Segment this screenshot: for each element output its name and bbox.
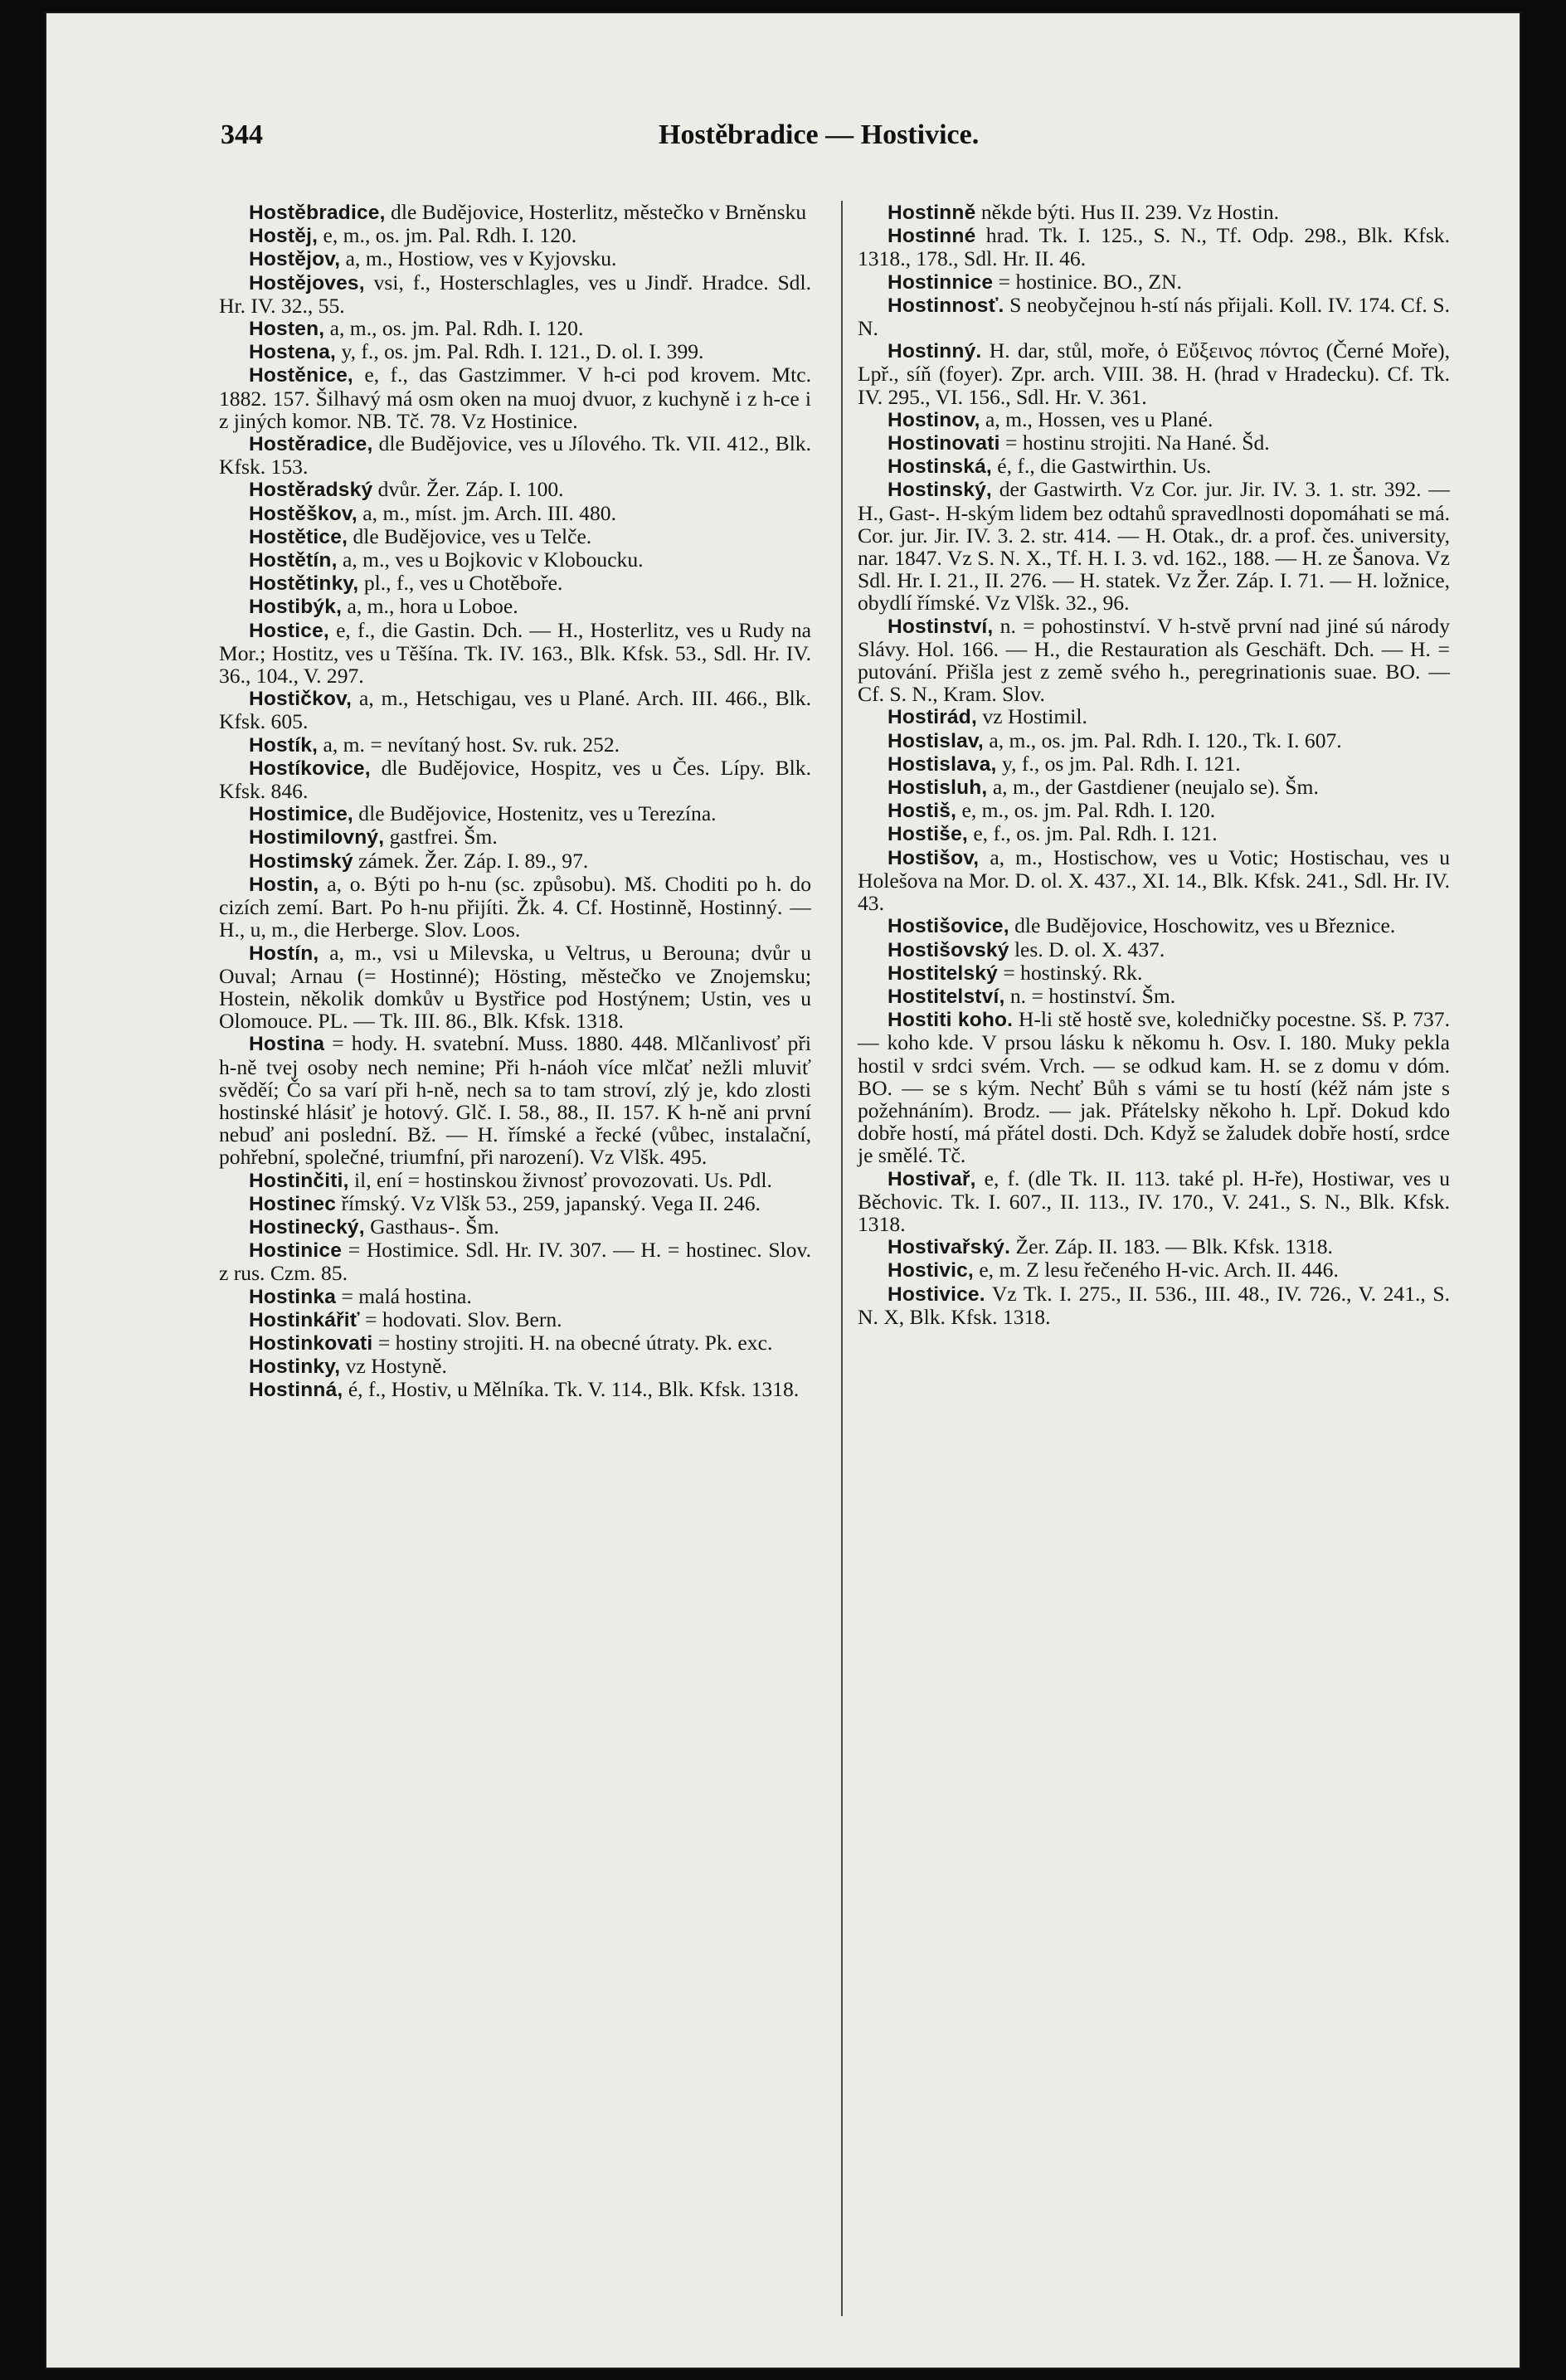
left-column — [219, 201, 811, 1402]
entry-headword: Hostičkov, — [249, 688, 353, 711]
dictionary-entry — [858, 752, 1450, 776]
dictionary-entry — [219, 572, 811, 595]
dictionary-page — [45, 12, 1521, 2369]
dictionary-entry — [858, 1258, 1450, 1282]
entry-definition: a, m., os. jm. Pal. Rdh. I. 120. — [324, 316, 584, 341]
entry-headword: Hostivařský. — [888, 1236, 1011, 1259]
dictionary-entry — [858, 822, 1450, 845]
entry-definition: zámek. Žer. Záp. I. 89., 97. — [353, 848, 589, 873]
entry-definition: dle Budějovice, Hosterlitz, městečko v Brněnsku — [385, 200, 807, 224]
dictionary-entry — [858, 408, 1450, 431]
entry-headword: Hostětice, — [249, 525, 348, 548]
entry-headword: Hostinčiti, — [249, 1169, 349, 1192]
entry-definition: a, m., Hostischow, ves u Votic; Hostischau, ves u Holešova na Mor. D. ol. X. 437., XI. 14., Blk. Kfsk. 241., Sdl. Hr. IV. 43. — [858, 844, 1450, 916]
entry-headword: Hostějov, — [249, 248, 341, 271]
dictionary-entry — [858, 1235, 1450, 1258]
entry-headword: Hostinecký, — [249, 1215, 365, 1239]
dictionary-entry — [858, 455, 1450, 478]
entry-headword: Hostětín, — [249, 549, 338, 572]
entry-definition: Gasthaus-. Šm. — [364, 1214, 499, 1239]
entry-headword: Hostinné — [888, 225, 976, 248]
dictionary-entry — [858, 938, 1450, 961]
entry-headword: Hostislava, — [888, 752, 997, 776]
entry-definition: = Hostimice. Sdl. Hr. IV. 307. — H. = hostinec. Slov. z rus. Czm. 85. — [219, 1238, 811, 1286]
entry-definition: a, m., Hetschigau, ves u Plané. Arch. III. 466., Blk. Kfsk. 605. — [219, 686, 811, 734]
entry-definition: e, m., os. jm. Pal. Rdh. I. 120. — [318, 223, 577, 248]
dictionary-entry — [219, 201, 811, 224]
dictionary-entry — [219, 502, 811, 525]
entry-definition: é, f., die Gastwirthin. Us. — [991, 454, 1212, 479]
dictionary-entry — [858, 294, 1450, 339]
entry-definition: a, m., der Gastdiener (neujalo se). Šm. — [987, 775, 1319, 800]
dictionary-entry — [219, 340, 811, 363]
entry-headword: Hostinně — [888, 202, 976, 224]
column-divider — [841, 201, 843, 2316]
entry-definition: = malá hostina. — [336, 1283, 472, 1308]
dictionary-entry — [219, 1355, 811, 1378]
entry-definition: a, m., míst. jm. Arch. III. 480. — [357, 500, 616, 525]
dictionary-entry — [219, 619, 811, 688]
entry-headword: Hostitelský — [888, 961, 998, 985]
entry-headword: Hostěškov, — [249, 502, 357, 525]
entry-definition: dle Budějovice, ves u Jílového. Tk. VII. 412., Blk. Kfsk. 153. — [219, 431, 811, 479]
dictionary-entry — [219, 1239, 811, 1284]
entry-definition: n. = pohostinství. V h-stvě první nad jiné sú národy Slávy. Hol. 166. — H., die Restauration als Geschäft. Dch. — H. = putování. Přišla jest z země svého h., peregrinationis suae. BO. — Cf. S. N., Kram. Slov. — [858, 613, 1450, 707]
dictionary-entry — [858, 1282, 1450, 1328]
entry-definition: = hody. H. svatební. Muss. 1880. 448. Mlčanlivosť při h-ně tvej osoby nech nemine; Při h-náoh více mlčať nežli mluviť svěděí; Čo sa varí při h-ně, nech sa to tam stroví, zlý je, kdo zlosti hostinské hlásiť je hotový. Glč. I. 58., 88., II. 157. K h-ně ani první nebuď ani poslední. Bž. — H. římské a řecké (vůbec, instalační, pohřební, společné, triumfní, při narození). Vz Vlšk. 495. — [219, 1031, 811, 1170]
dictionary-entry — [219, 757, 811, 802]
dictionary-entry — [219, 317, 811, 340]
entry-definition: římský. Vz Vlšk 53., 259, japanský. Vega II. 246. — [336, 1190, 761, 1215]
dictionary-entry — [219, 478, 811, 501]
dictionary-entry — [858, 1167, 1450, 1236]
entry-definition: Žer. Záp. II. 183. — Blk. Kfsk. 1318. — [1010, 1234, 1333, 1259]
entry-definition: gastfrei. Šm. — [384, 825, 498, 849]
entry-definition: y, f., os. jm. Pal. Rdh. I. 121., D. ol. I. 399. — [336, 339, 704, 364]
dictionary-entry — [219, 849, 811, 873]
entry-definition: n. = hostinství. Šm. — [1004, 983, 1176, 1008]
entry-definition: = hodovati. Slov. Bern. — [359, 1307, 562, 1331]
page-number: 344 — [221, 119, 263, 150]
dictionary-entry — [219, 1032, 811, 1168]
dictionary-entry — [858, 985, 1450, 1008]
entry-definition: H-li stě hostě sve, koledničky pocestne. Sš. P. 737. — koho kde. V prsou lásku k někomu h. Osv. I. 180. Muky pekla hostil v srdci svém. Vrch. — se odkud kam. H. se z domu v dóm. BO. — se s kým. Nechť Bůh s vámi se tu hostí (kéž nám jste s požehnáním). Brodz. — jak. Přátelsky někoho h. Lpř. Dokud kdo dobře hostí, má přátel dosti. Dch. Když se žaludek dobře hostí, srdce je smělé. Tč. — [858, 1007, 1451, 1168]
entry-headword: Hostinice — [249, 1239, 343, 1263]
dictionary-entry — [219, 1285, 811, 1308]
entry-definition: e, f., os. jm. Pal. Rdh. I. 121. — [967, 821, 1218, 846]
entry-definition: S neobyčejnou h-stí nás přijali. Koll. IV. 174. Cf. S. N. — [858, 292, 1450, 341]
dictionary-entry — [219, 432, 811, 478]
dictionary-entry — [219, 224, 811, 247]
entry-definition: někde býti. Hus II. 239. Vz Hostin. — [975, 200, 1280, 224]
entry-definition: Vz Tk. I. 275., II. 536., III. 48., IV. 726., V. 241., S. N. X, Blk. Kfsk. 1318. — [858, 1281, 1450, 1329]
entry-definition: e, m. Z lesu řečeného H-vic. Arch. II. 446. — [973, 1258, 1339, 1282]
dictionary-entry — [858, 339, 1450, 408]
entry-headword: Hostiše, — [888, 823, 968, 846]
entry-headword: Hostěradice, — [249, 433, 373, 456]
dictionary-entry — [219, 525, 811, 548]
entry-definition: vsi, f., Hosterschlagles, ves u Jindř. Hradce. Sdl. Hr. IV. 32., 55. — [219, 270, 811, 318]
dictionary-entry — [219, 271, 811, 317]
dictionary-entry — [858, 431, 1450, 455]
entry-headword: Hostisluh, — [888, 776, 988, 800]
entry-headword: Hostice, — [249, 619, 329, 642]
entry-headword: Hostinný. — [888, 340, 982, 363]
entry-definition: = hostinu strojiti. Na Hané. Šd. — [999, 431, 1270, 455]
dictionary-entry — [219, 1169, 811, 1192]
entry-definition: e, f., das Gastzimmer. V h-ci pod krovem. Mtc. 1882. 157. Šilhavý má osm oken na muoj dvuor, z kuchyně i z h-ce i z jiných komor. NB. Tč. 78. Vz Hostinice. — [219, 363, 811, 433]
entry-headword: Hostivař, — [888, 1167, 976, 1190]
entry-definition: = hostiny strojiti. H. na obecné útraty. Pk. exc. — [372, 1330, 773, 1355]
entry-definition: e, f., die Gastin. Dch. — H., Hosterlitz, ves u Rudy na Mor.; Hostitz, ves u Těšína. Tk. IV. 163., Blk. Kfsk. 53., Sdl. Hr. IV. 36., 104., V. 297. — [219, 617, 811, 689]
dictionary-entry — [858, 799, 1450, 822]
entry-definition: dle Budějovice, Hostenitz, ves u Terezína. — [353, 801, 717, 826]
dictionary-entry — [219, 1378, 811, 1401]
dictionary-entry — [219, 363, 811, 432]
page-header — [221, 110, 1438, 159]
entry-headword: Hostin, — [249, 873, 319, 896]
entry-headword: Hostinnosť. — [888, 294, 1004, 317]
entry-headword: Hostimilovný, — [249, 826, 385, 849]
entry-definition: il, ení = hostinskou živnosť provozovati. Us. Pdl. — [348, 1167, 772, 1192]
dictionary-entry — [219, 1308, 811, 1331]
entry-headword: Hostena, — [249, 341, 337, 364]
entry-headword: Hostěradský — [249, 479, 373, 502]
dictionary-entry — [219, 1215, 811, 1239]
entry-definition: a, m., Hossen, ves u Plané. — [980, 406, 1213, 431]
dictionary-entry — [858, 846, 1450, 915]
dictionary-entry — [858, 270, 1450, 294]
entry-definition: y, f., os jm. Pal. Rdh. I. 121. — [996, 751, 1241, 776]
entry-headword: Hostislav, — [888, 729, 984, 752]
entry-headword: Hostík, — [249, 733, 319, 757]
entry-headword: Hostinkářiť — [249, 1308, 360, 1331]
dictionary-entry — [219, 873, 811, 942]
entry-definition: les. D. ol. X. 437. — [1009, 937, 1165, 961]
entry-headword: Hostinov, — [888, 408, 980, 431]
entry-definition: a, m., ves u Bojkovic v Kloboucku. — [337, 548, 644, 572]
dictionary-entry — [219, 1192, 811, 1215]
entry-headword: Hostinec — [249, 1192, 337, 1215]
entry-headword: Hostimice, — [249, 803, 353, 826]
entry-definition: vz Hostyně. — [340, 1354, 447, 1379]
running-head: Hostěbradice — Hostivice. — [659, 119, 980, 150]
dictionary-entry — [858, 705, 1450, 728]
entry-headword: Hostěj, — [249, 225, 319, 248]
dictionary-entry — [858, 776, 1450, 799]
entry-definition: e, m., os. jm. Pal. Rdh. I. 120. — [956, 798, 1216, 823]
dictionary-entry — [858, 201, 1450, 224]
entry-definition: vz Hostimil. — [976, 704, 1087, 729]
entry-headword: Hostibýk, — [249, 596, 343, 619]
dictionary-entry — [858, 615, 1450, 706]
entry-definition: dle Budějovice, Hospitz, ves u Čes. Lípy. Blk. Kfsk. 846. — [219, 755, 811, 804]
entry-definition: H. dar, stůl, moře, ὁ Εὔξεινος πόντος (Černé Moře), Lpř., síň (foyer). Zpr. arch. VIII. 38. H. (hrad v Hradecku). Cf. Tk. IV. 295., VI. 156., Sdl. Hr. V. 361. — [858, 338, 1450, 409]
entry-headword: Hostivice. — [888, 1282, 985, 1306]
entry-definition: é, f., Hostiv, u Mělníka. Tk. V. 114., Blk. Kfsk. 1318. — [343, 1377, 800, 1402]
entry-definition: pl., f., ves u Chotěboře. — [358, 571, 563, 596]
entry-headword: Hostinnice — [888, 270, 994, 294]
entry-headword: Hostinky, — [249, 1355, 341, 1379]
entry-definition: dle Budějovice, ves u Telče. — [348, 523, 592, 548]
entry-definition: der Gastwirth. Vz Cor. jur. Jir. IV. 3. 1. str. 392. — H., Gast-. H-ským lidem bez odtahů spravedlnosti dopomáhati se má. Cor. jur. Jir. IV. 3. 2. str. 414. — H. Otak., dr. a prof. čes. university, nar. 1847. Vz S. N. X., Tf. H. I. 3. vd. 162., 188. — H. ze Šanova. Vz Sdl. Hr. I. 21., II. 276. — H. statek. Vz Žer. Záp. I. 71. — H. ložnice, obydlí římské. Vz Vlšk. 32., 96. — [858, 477, 1450, 616]
entry-headword: Hostěbradice, — [249, 202, 386, 224]
dictionary-entry — [219, 733, 811, 757]
entry-definition: dvůr. Žer. Záp. I. 100. — [372, 477, 564, 502]
entry-definition: a, m., vsi u Milevska, u Veltrus, u Berouna; dvůr u Ouval; Arnau (= Hostinné); Hösting, městečko ve Znojemsku; Hostein, několik domkův u Bystřice pod Hostýnem; Ustin, ves u Olomouce. PL. — Tk. III. 86., Blk. Kfsk. 1318. — [219, 940, 811, 1034]
entry-headword: Hostíkovice, — [249, 757, 371, 780]
entry-headword: Hostivic, — [888, 1259, 974, 1282]
entry-definition: dle Budějovice, Hoschowitz, ves u Březnice. — [1009, 913, 1396, 938]
entry-definition: = hostinský. Rk. — [997, 960, 1143, 985]
entry-definition: a, m., Hostiow, ves v Kyjovsku. — [340, 246, 617, 271]
dictionary-entry — [219, 595, 811, 618]
entry-headword: Hostirád, — [888, 706, 977, 729]
entry-headword: Hostina — [249, 1033, 325, 1056]
entry-headword: Hostinský, — [888, 479, 992, 502]
entry-headword: Hostimský — [249, 849, 353, 873]
dictionary-entry — [219, 1331, 811, 1355]
entry-headword: Hostiti koho. — [888, 1009, 1014, 1032]
entry-headword: Hostětinky, — [249, 572, 359, 596]
dictionary-entry — [858, 224, 1450, 270]
dictionary-entry — [858, 729, 1450, 752]
dictionary-entry — [858, 914, 1450, 937]
dictionary-entry — [219, 687, 811, 732]
entry-definition: a, m., hora u Loboe. — [342, 594, 518, 619]
entry-definition: e, f. (dle Tk. II. 113. také pl. H-ře), Hostiwar, ves u Běchovic. Tk. I. 607., II. 113., IV. 170., V. 241., S. N., Blk. Kfsk. 1318. — [858, 1166, 1450, 1236]
entry-headword: Hosten, — [249, 318, 325, 341]
entry-definition: a, o. Býti po h-nu (sc. způsobu). Mš. Choditi po h. do cizích zemí. Bart. Po h-nu přijíti. Žk. 4. Cf. Hostinně, Hostinný. — H., u, m., die Herberge. Slov. Loos. — [219, 871, 811, 942]
entry-headword: Hostinkovati — [249, 1331, 373, 1355]
entry-headword: Hostiš, — [888, 800, 957, 823]
entry-definition: a, m., os. jm. Pal. Rdh. I. 120., Tk. I. 607. — [983, 728, 1342, 752]
entry-headword: Hostinství, — [888, 615, 994, 638]
entry-headword: Hostinná, — [249, 1379, 343, 1402]
entry-headword: Hostěnice, — [249, 364, 353, 387]
dictionary-entry — [219, 825, 811, 849]
right-column — [858, 201, 1450, 1328]
entry-headword: Hostinská, — [888, 455, 992, 479]
dictionary-entry — [858, 1008, 1450, 1166]
dictionary-entry — [858, 478, 1450, 614]
entry-definition: hrad. Tk. I. 125., S. N., Tf. Odp. 298., Blk. Kfsk. 1318., 178., Sdl. Hr. II. 46. — [858, 223, 1450, 271]
entry-headword: Hostitelství, — [888, 985, 1005, 1008]
dictionary-entry — [219, 802, 811, 825]
dictionary-entry — [219, 548, 811, 572]
dictionary-entry — [858, 961, 1450, 985]
entry-headword: Hostišovský — [888, 938, 1009, 961]
entry-headword: Hostišov, — [888, 846, 980, 869]
entry-headword: Hostín, — [249, 942, 319, 965]
entry-headword: Hostinka — [249, 1285, 337, 1308]
entry-headword: Hostišovice, — [888, 915, 1009, 938]
entry-definition: a, m. = nevítaný host. Sv. ruk. 252. — [318, 732, 620, 757]
entry-headword: Hostinovati — [888, 432, 1000, 455]
dictionary-entry — [219, 247, 811, 270]
entry-definition: = hostinice. BO., ZN. — [993, 269, 1182, 294]
dictionary-entry — [219, 942, 811, 1033]
entry-headword: Hostějoves, — [249, 271, 365, 294]
